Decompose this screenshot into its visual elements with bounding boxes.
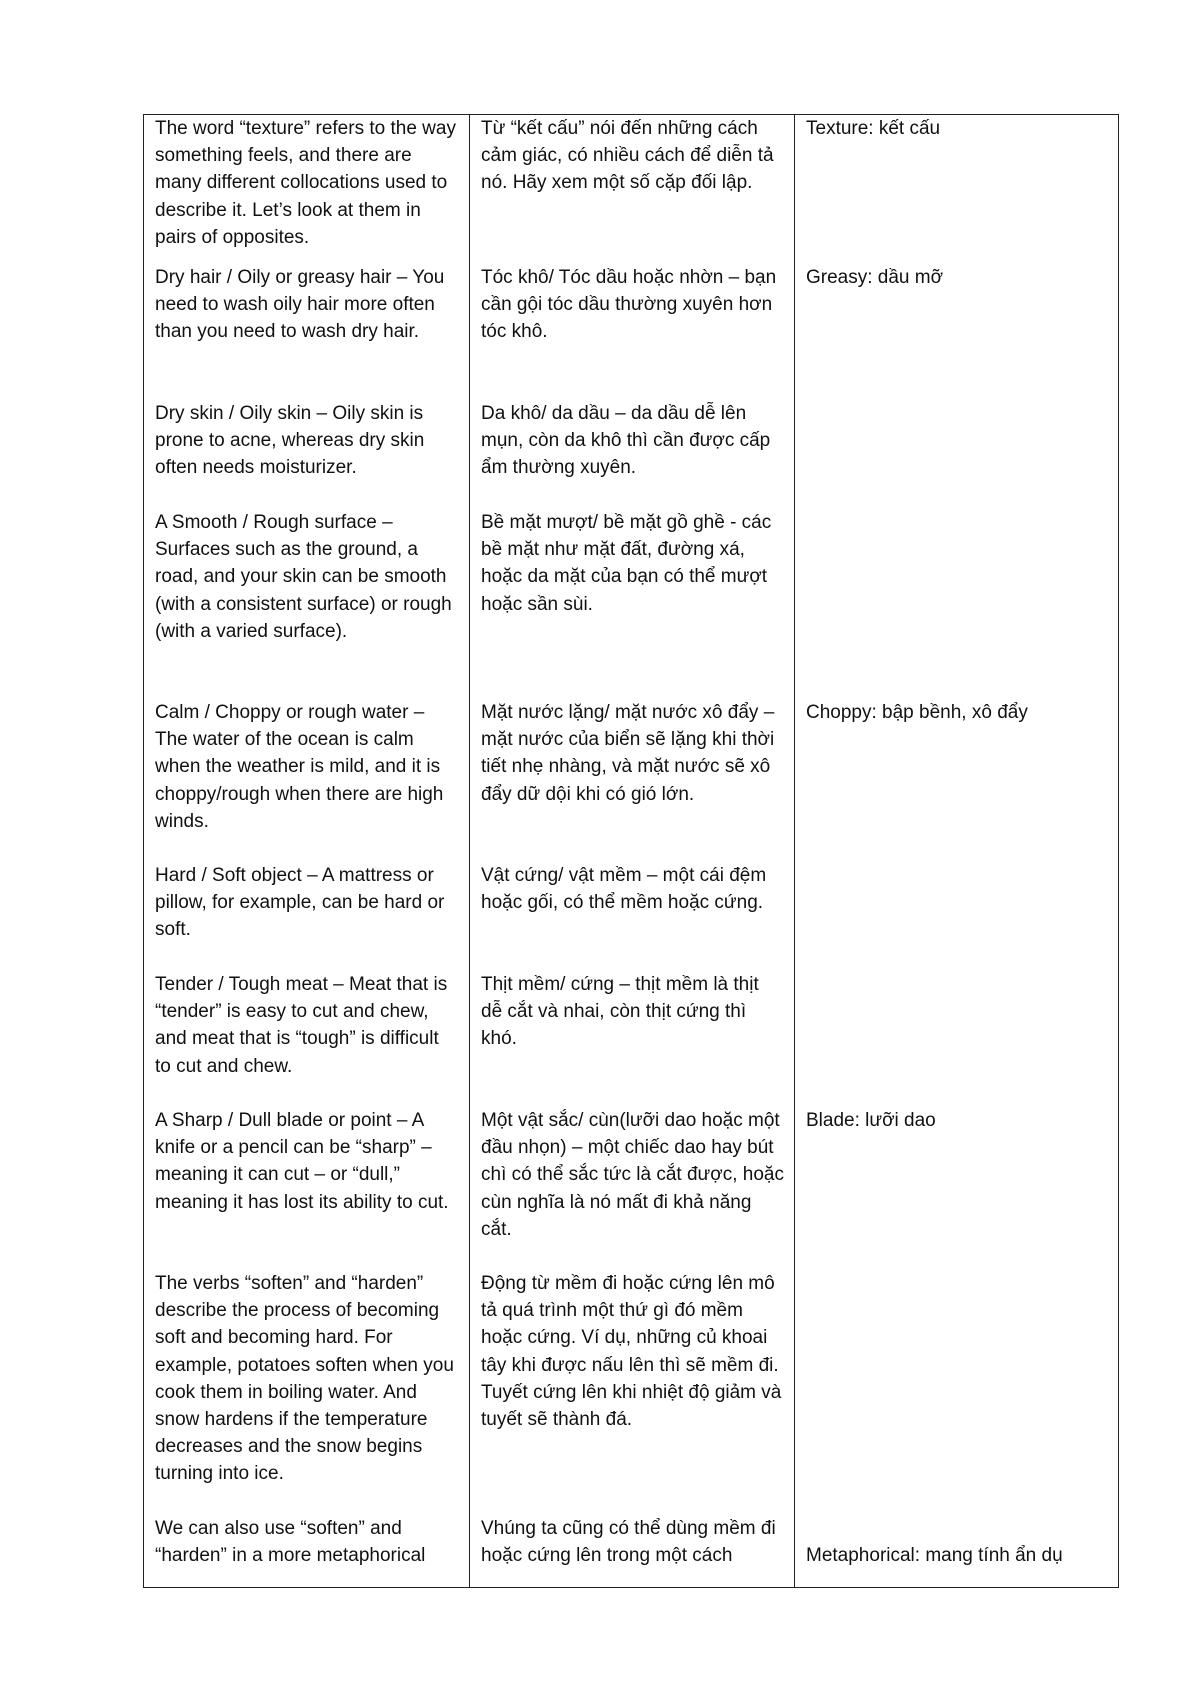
vietnamese-cell: Một vật sắc/ cùn(lưỡi dao hoặc một đầu nhọn) – một chiếc dao hay bút chì có thể sắc tức là cắt được, hoặc cùn nghĩa là nó mất đi khả năng cắt.: [481, 1110, 784, 1240]
vietnamese-cell: Từ “kết cấu” nói đến những cách cảm giác, có nhiều cách để diễn tả nó. Hãy xem một số cặp đối lập.: [481, 118, 774, 194]
vocab-cell: Blade: lưỡi dao: [806, 1110, 936, 1131]
vocabulary-column: [794, 115, 1118, 1587]
vocabulary-table: [143, 114, 1119, 1588]
vietnamese-cell: Vật cứng/ vật mềm – một cái đệm hoặc gối, có thể mềm hoặc cứng.: [481, 865, 767, 914]
vietnamese-cell: Bề mặt mượt/ bề mặt gồ ghề - các bề mặt như mặt đất, đường xá, hoặc da mặt của bạn có thể mượt hoặc sần sùi.: [481, 512, 772, 615]
english-cell: The verbs “soften” and “harden” describe the process of becoming soft and becoming hard. For example, potatoes soften when you cook them in boiling water. And snow hardens if the temperature decreases and the snow begins turning into ice.: [155, 1273, 454, 1485]
english-cell: Dry skin / Oily skin – Oily skin is prone to acne, whereas dry skin often needs moisturizer.: [155, 403, 425, 479]
english-cell: A Smooth / Rough surface – Surfaces such as the ground, a road, and your skin can be smooth (with a consistent surface) or rough (with a varied surface).: [155, 512, 452, 642]
english-cell: Tender / Tough meat – Meat that is “tender” is easy to cut and chew, and meat that is “tough” is difficult to cut and chew.: [155, 974, 448, 1077]
vocab-cell: Metaphorical: mang tính ẩn dụ: [806, 1545, 1063, 1566]
vocab-cell: Texture: kết cấu: [806, 118, 941, 139]
english-cell: Hard / Soft object – A mattress or pillow, for example, can be hard or soft.: [155, 865, 445, 941]
vietnamese-cell: Vhúng ta cũng có thể dùng mềm đi hoặc cứng lên trong một cách: [481, 1518, 776, 1567]
vietnamese-column: [469, 115, 794, 1587]
vietnamese-cell: Mặt nước lặng/ mặt nước xô đẩy – mặt nước của biển sẽ lặng khi thời tiết nhẹ nhàng, và mặt nước sẽ xô đẩy dữ dội khi có gió lớn.: [481, 702, 775, 805]
vocab-cell: Greasy: dầu mỡ: [806, 267, 944, 288]
english-cell: Dry hair / Oily or greasy hair – You need to wash oily hair more often than you need to wash dry hair.: [155, 267, 445, 343]
english-column: [144, 115, 469, 1587]
english-cell: The word “texture” refers to the way something feels, and there are many different collocations used to describe it. Let’s look at them in pairs of opposites.: [155, 118, 456, 248]
vietnamese-cell: Thịt mềm/ cứng – thịt mềm là thịt dễ cắt và nhai, còn thịt cứng thì khó.: [481, 974, 759, 1050]
vocab-cell: Choppy: bập bềnh, xô đẩy: [806, 702, 1028, 723]
english-cell: We can also use “soften” and “harden” in a more metaphorical: [155, 1518, 426, 1567]
vietnamese-cell: Tóc khô/ Tóc dầu hoặc nhờn – bạn cần gội tóc dầu thường xuyên hơn tóc khô.: [481, 267, 777, 343]
vietnamese-cell: Động từ mềm đi hoặc cứng lên mô tả quá trình một thứ gì đó mềm hoặc cứng. Ví dụ, những củ khoai tây khi được nấu lên thì sẽ mềm đi. Tuyết cứng lên khi nhiệt độ giảm và tuyết sẽ thành đá.: [481, 1273, 782, 1431]
english-cell: Calm / Choppy or rough water – The water of the ocean is calm when the weather is mild, and it is choppy/rough when there are high winds.: [155, 702, 444, 832]
vietnamese-cell: Da khô/ da dầu – da dầu dễ lên mụn, còn da khô thì cần được cấp ẩm thường xuyên.: [481, 403, 771, 479]
english-cell: A Sharp / Dull blade or point – A knife or a pencil can be “sharp” – meaning it can cut – or “dull,” meaning it has lost its ability to cut.: [155, 1110, 449, 1213]
